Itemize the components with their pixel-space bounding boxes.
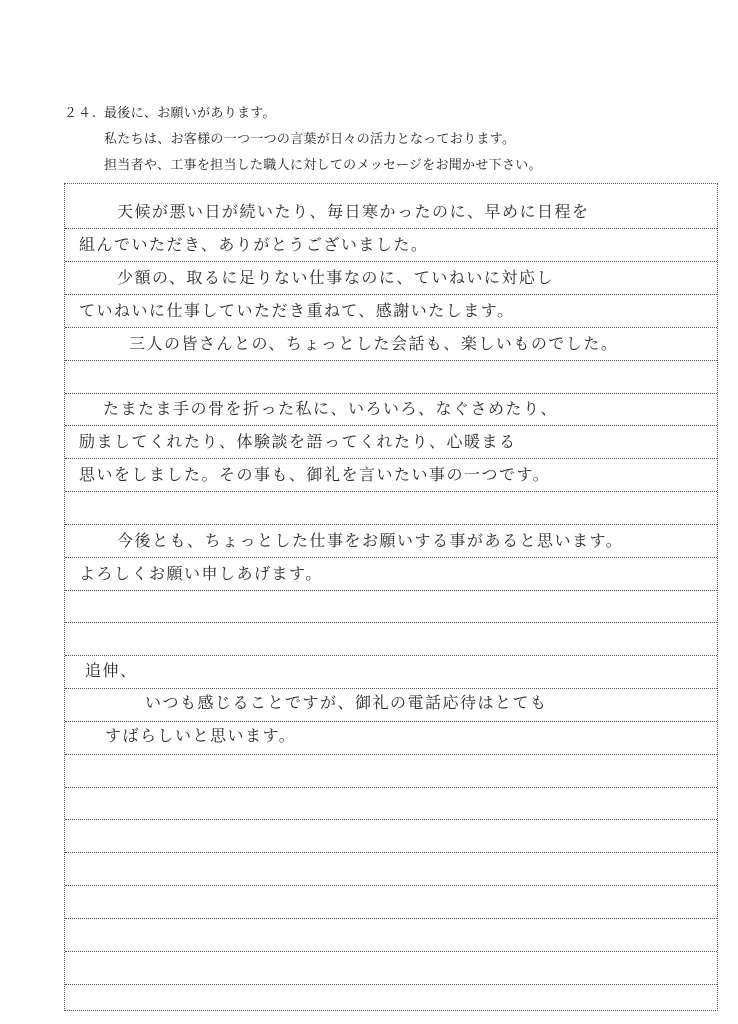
question-number: ２４. bbox=[64, 106, 98, 121]
ruled-line bbox=[65, 984, 717, 985]
handwritten-line-12: いつも感じることですが、御礼の電話応待はとても bbox=[145, 693, 548, 712]
ruled-line bbox=[65, 524, 717, 525]
handwritten-line-8: 思いをしました。その事も、御礼を言いたい事の一つです。 bbox=[79, 465, 551, 484]
message-sheet bbox=[64, 183, 718, 1011]
handwritten-line-4: ていねいに仕事していただき重ねて、感謝いたします。 bbox=[79, 301, 515, 320]
ruled-line bbox=[65, 294, 717, 295]
ruled-line bbox=[65, 393, 717, 394]
ruled-line bbox=[65, 655, 717, 656]
question-line-2: 私たちは、お客様の一つ一つの言葉が日々の活力となっております。 bbox=[104, 132, 516, 147]
ruled-line bbox=[65, 852, 717, 853]
ruled-line bbox=[65, 885, 717, 886]
ruled-line bbox=[65, 819, 717, 820]
ruled-line bbox=[65, 951, 717, 952]
ruled-line bbox=[65, 754, 717, 755]
ruled-line bbox=[65, 918, 717, 919]
ruled-line bbox=[65, 425, 717, 426]
handwritten-line-1: 天候が悪い日が続いたり、毎日寒かったのに、早めに日程を bbox=[117, 202, 590, 221]
handwritten-line-9: 今後とも、ちょっとした仕事をお願いする事があると思います。 bbox=[117, 531, 624, 550]
handwritten-line-2: 組んでいただき、ありがとうございました。 bbox=[79, 235, 429, 254]
ruled-line bbox=[65, 327, 717, 328]
ruled-line bbox=[65, 622, 717, 623]
handwritten-line-11: 追伸、 bbox=[85, 661, 138, 680]
handwritten-line-7: 励ましてくれたり、体験談を語ってくれたり、心暖まる bbox=[79, 432, 517, 451]
handwritten-line-10: よろしくお願い申しあげます。 bbox=[79, 564, 323, 583]
handwritten-line-13: すばらしいと思います。 bbox=[105, 726, 297, 745]
question-line-3: 担当者や、工事を担当した職人に対してのメッセージをお聞かせ下さい。 bbox=[104, 158, 542, 173]
ruled-line bbox=[65, 360, 717, 361]
ruled-line bbox=[65, 590, 717, 591]
ruled-line bbox=[65, 688, 717, 689]
ruled-line bbox=[65, 458, 717, 459]
handwritten-line-6: たまたま手の骨を折った私に、いろいろ、なぐさめたり、 bbox=[103, 399, 559, 418]
ruled-line bbox=[65, 261, 717, 262]
handwritten-line-3: 少額の、取るに足りない仕事なのに、ていねいに対応し bbox=[117, 268, 554, 287]
handwritten-line-5: 三人の皆さんとの、ちょっとした会話も、楽しいものでした。 bbox=[129, 334, 619, 353]
question-title: 最後に、お願いがあります。 bbox=[104, 106, 276, 121]
ruled-line bbox=[65, 228, 717, 229]
ruled-line bbox=[65, 557, 717, 558]
ruled-line bbox=[65, 787, 717, 788]
ruled-line bbox=[65, 721, 717, 722]
ruled-line bbox=[65, 491, 717, 492]
